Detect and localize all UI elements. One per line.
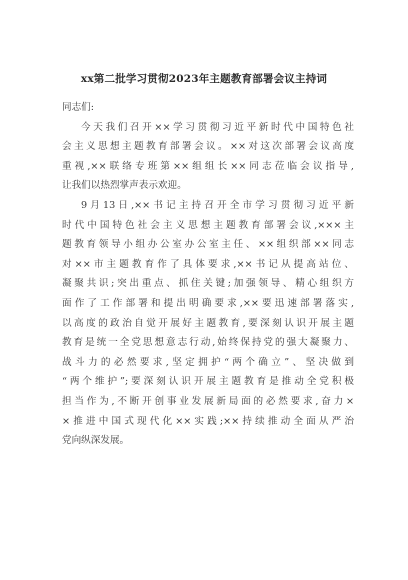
salutation: 同志们: <box>62 102 95 113</box>
paragraph-line: 担当作为,不断开创事业发展新局面的必然要求,奋力× <box>62 395 354 407</box>
paragraph-line: 党向纵深发展。 <box>62 435 130 447</box>
paragraph-line: 时代中国特色社会主义思想主题教育部署会议,×××主 <box>62 219 354 231</box>
paragraph-line: 凝聚共识;突出重点、抓住关键;加强领导、精心组织方 <box>62 278 354 290</box>
paragraph-line: 对××市主题教育作了具体要求,××书记从提高站位、 <box>62 258 354 270</box>
paragraph-line: 会主义思想主题教育部署会议。××对这次部署会议高度 <box>62 141 354 153</box>
paragraph-line: 战斗力的必然要求,坚定拥护“两个确立”、坚决做到 <box>62 356 354 368</box>
paragraph-line: 以高度的政治自觉开展好主题教育,要深刻认识开展主题 <box>62 317 354 329</box>
paragraph-welcome <box>62 118 354 196</box>
paragraph-line: 面作了工作部署和提出明确要求,××要迅速部署落实, <box>62 297 354 309</box>
paragraph-line: 9月13日,××书记主持召开全市学习贯彻习近平新 <box>81 199 354 211</box>
paragraph-line: ×推进中国式现代化××实践;××持续推动全面从严治 <box>62 415 354 427</box>
paragraph-line: 今天我们召开××学习贯彻习近平新时代中国特色社 <box>81 121 354 133</box>
paragraph-line: 让我们以热烈掌声表示欢迎。 <box>62 180 187 192</box>
paragraph-line: “两个维护”;要深刻认识开展主题教育是推动全党积极 <box>62 376 354 388</box>
paragraph-line: 题教育领导小组办公室办公室主任、××组织部××同志 <box>62 239 354 251</box>
paragraph-line: 重视,××联络专班第××组组长××同志莅临会议指导, <box>62 160 354 172</box>
document-title: xx第二批学习贯彻2023年主题教育部署会议主持词 <box>80 73 328 85</box>
document-body <box>62 98 354 451</box>
paragraph-line: 教育是统一全党思想意志行动,始终保持党的强大凝聚力、 <box>62 337 354 349</box>
paragraph-meeting-summary <box>62 196 354 451</box>
